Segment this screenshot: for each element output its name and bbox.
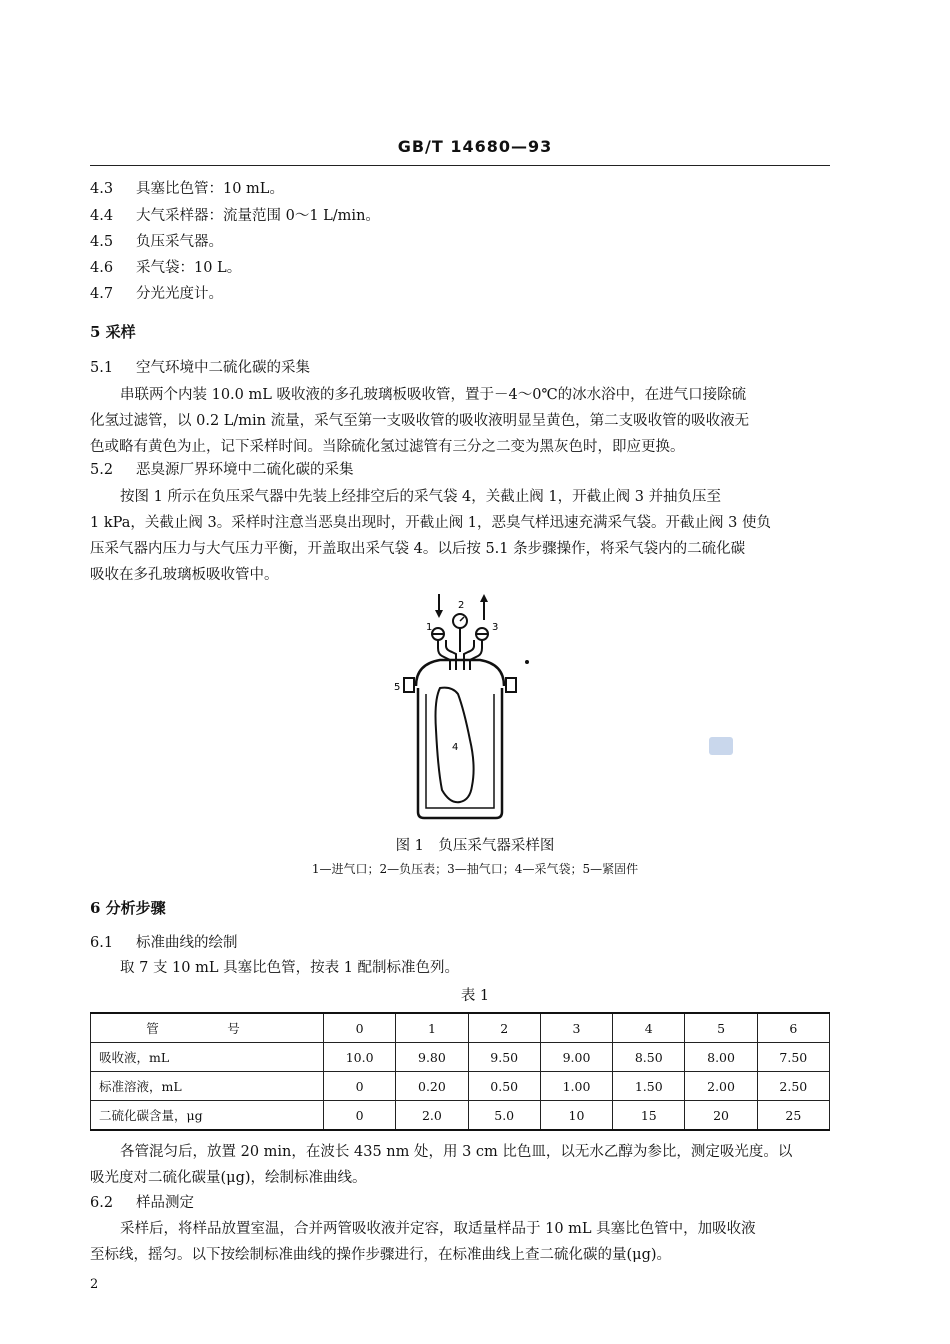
subsection-title: 样品测定 [136, 1195, 194, 1211]
page-number: 2 [90, 1277, 99, 1292]
item-4-4 [90, 206, 380, 226]
paragraph-line: 至标线，摇匀。以下按绘制标准曲线的操作步骤进行，在标准曲线上查二硫化碳的量(μg)。 [90, 1247, 672, 1263]
table-row-label: 标准溶液，mL [91, 1072, 324, 1101]
table-cell: 10 [540, 1101, 612, 1131]
paragraph-line: 各管混匀后，放置 20 min，在波长 435 nm 处，用 3 cm 比色皿，以无水乙醇为参比，测定吸光度。以 [120, 1144, 793, 1160]
table-row [91, 1043, 830, 1072]
item-num: 4.6 [90, 260, 114, 276]
table-row [91, 1101, 830, 1131]
item-num: 4.5 [90, 234, 114, 250]
header-rule [90, 165, 830, 166]
item-num: 4.3 [90, 181, 114, 197]
table-cell: 0 [324, 1072, 396, 1101]
table-cell: 7.50 [757, 1043, 829, 1072]
item-text: 采气袋：10 L。 [136, 260, 242, 276]
figure-caption: 图 1 负压采气器采样图 [395, 838, 555, 854]
fastener-left [404, 678, 414, 692]
item-4-6 [90, 258, 241, 278]
figure-label-5: 5 [394, 682, 401, 693]
item-text: 负压采气器。 [136, 234, 223, 250]
item-4-5 [90, 232, 223, 252]
paragraph-line: 色或略有黄色为止，记下采样时间。当除硫化氢过滤管有三分之二变为黑灰色时，即应更换。 [90, 439, 685, 455]
table-cell: 0.20 [396, 1072, 468, 1101]
fastener-right [506, 678, 516, 692]
subsection-num: 6.2 [90, 1195, 114, 1211]
table-cell: 2.0 [396, 1101, 468, 1131]
figure-label-2: 2 [458, 600, 465, 611]
paragraph-line: 串联两个内装 10.0 mL 吸收液的多孔玻璃板吸收管，置于－4～0℃的冰水浴中，在进气口接除硫 [120, 387, 747, 403]
sampler-container [418, 688, 502, 818]
figure-label-4: 4 [452, 742, 459, 753]
table-cell: 1.00 [540, 1072, 612, 1101]
table-cell: 10.0 [324, 1043, 396, 1072]
table-header-cell: 3 [540, 1013, 612, 1043]
table-cell: 2.00 [685, 1072, 757, 1101]
standard-series-table [90, 1012, 830, 1131]
figure-label-1: 1 [426, 622, 433, 633]
paragraph-line: 压采气器内压力与大气压力平衡，开盖取出采气袋 4。以后按 5.1 条步骤操作，将采气袋内的二硫化碳 [90, 541, 746, 557]
table-header-cell: 管 号 [91, 1013, 324, 1043]
standard-code-header: GB/T 14680—93 [397, 137, 553, 156]
table-header-cell: 2 [468, 1013, 540, 1043]
paragraph-line: 取 7 支 10 mL 具塞比色管，按表 1 配制标准色列。 [120, 960, 460, 976]
section-5-title: 5 采样 [90, 323, 136, 341]
table-row-label: 吸收液，mL [91, 1043, 324, 1072]
table-header-cell: 5 [685, 1013, 757, 1043]
subsection-5-1-heading [90, 358, 310, 378]
figure-label-3: 3 [492, 622, 499, 633]
table-row-label: 二硫化碳含量，μg [91, 1101, 324, 1131]
subsection-title: 恶臭源厂界环境中二硫化碳的采集 [136, 462, 354, 478]
item-num: 4.7 [90, 286, 114, 302]
table-cell: 9.80 [396, 1043, 468, 1072]
table-cell: 1.50 [613, 1072, 685, 1101]
subsection-num: 5.2 [90, 462, 114, 478]
paragraph-line: 按图 1 所示在负压采气器中先装上经排空后的采气袋 4，关截止阀 1，开截止阀 3 并抽负压至 [120, 489, 722, 505]
item-text: 具塞比色管：10 mL。 [136, 181, 284, 197]
subsection-title: 标准曲线的绘制 [136, 935, 238, 951]
sampler-lid [416, 660, 504, 686]
table-cell: 25 [757, 1101, 829, 1131]
subsection-6-2-heading [90, 1193, 194, 1213]
table-header-row [91, 1013, 830, 1043]
table-cell: 9.00 [540, 1043, 612, 1072]
watermark-mark [709, 737, 733, 755]
table-cell: 9.50 [468, 1043, 540, 1072]
table-cell: 0 [324, 1101, 396, 1131]
subsection-num: 6.1 [90, 935, 114, 951]
table-caption: 表 1 [460, 988, 490, 1004]
paragraph-line: 化氢过滤管，以 0.2 L/min 流量，采气至第一支吸收管的吸收液明显呈黄色，第二支吸收管的吸收液无 [90, 413, 750, 429]
table-row [91, 1072, 830, 1101]
subsection-title: 空气环境中二硫化碳的采集 [136, 360, 310, 376]
paragraph-line: 吸光度对二硫化碳量(μg)，绘制标准曲线。 [90, 1170, 367, 1186]
table-cell: 15 [613, 1101, 685, 1131]
item-4-7 [90, 284, 223, 304]
table-header-cell: 4 [613, 1013, 685, 1043]
item-4-3 [90, 179, 284, 199]
table-header-cell: 6 [757, 1013, 829, 1043]
subsection-5-2-heading [90, 460, 354, 480]
subsection-num: 5.1 [90, 360, 114, 376]
negative-pressure-sampler-figure [380, 590, 540, 830]
table-cell: 20 [685, 1101, 757, 1131]
section-6-title: 6 分析步骤 [90, 899, 166, 917]
subsection-6-1-heading [90, 933, 238, 953]
table-cell: 8.00 [685, 1043, 757, 1072]
table-cell: 0.50 [468, 1072, 540, 1101]
outlet-arrowhead [480, 594, 488, 602]
table-cell: 5.0 [468, 1101, 540, 1131]
table-header-cell: 0 [324, 1013, 396, 1043]
figure-legend: 1—进气口；2—负压表；3—抽气口；4—采气袋；5—紧固件 [311, 862, 639, 876]
paragraph-line: 1 kPa，关截止阀 3。采样时注意当恶臭出现时，开截止阀 1，恶臭气样迅速充满采气袋。开截止阀 3 使负 [90, 515, 771, 531]
item-num: 4.4 [90, 208, 114, 224]
inlet-arrowhead [435, 610, 443, 618]
table-header-cell: 1 [396, 1013, 468, 1043]
table-cell: 8.50 [613, 1043, 685, 1072]
table-cell: 2.50 [757, 1072, 829, 1101]
item-text: 大气采样器：流量范围 0～1 L/min。 [136, 208, 380, 224]
paragraph-line: 采样后，将样品放置室温，合并两管吸收液并定容，取适量样品于 10 mL 具塞比色管中，加吸收液 [120, 1221, 756, 1237]
paragraph-line: 吸收在多孔玻璃板吸收管中。 [90, 567, 279, 583]
item-text: 分光光度计。 [136, 286, 223, 302]
